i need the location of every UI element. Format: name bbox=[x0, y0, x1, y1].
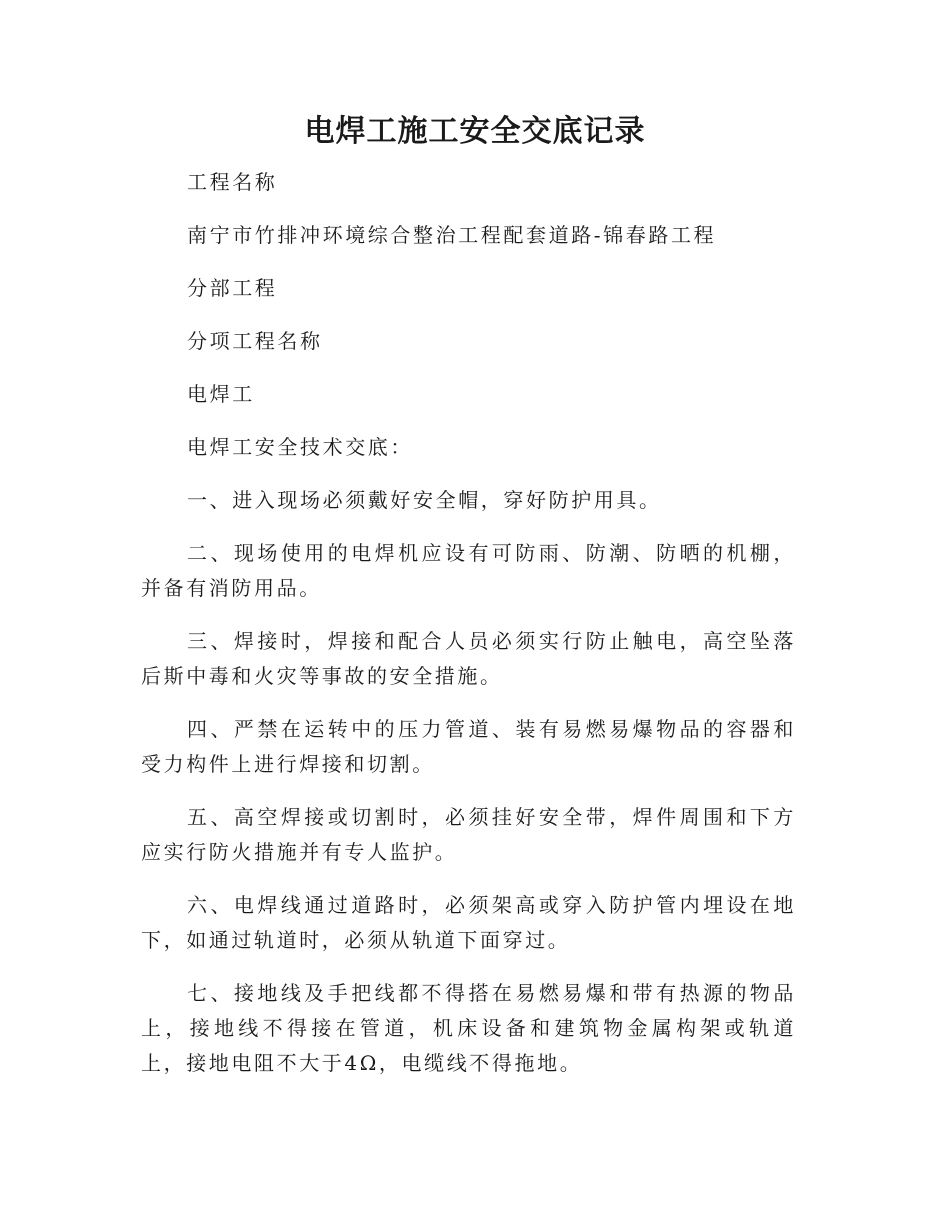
paragraph-item-name-label: 分项工程名称 bbox=[187, 329, 323, 353]
paragraph-rule-7: 七、接地线及手把线都不得搭在易燃易爆和带有热源的物品上，接地线不得接在管道，机床设备和建筑物金属构架或轨道上，接地电阻不大于4Ω，电缆线不得拖地。 bbox=[141, 981, 796, 1075]
paragraph-rule-5: 五、高空焊接或切割时，必须挂好安全带，焊件周围和下方应实行防火措施并有专人监护。 bbox=[141, 805, 796, 864]
paragraph-rule-2: 二、现场使用的电焊机应设有可防雨、防潮、防晒的机棚，并备有消防用品。 bbox=[141, 541, 796, 600]
paragraph-rule-4: 四、严禁在运转中的压力管道、装有易燃易爆物品的容器和受力构件上进行焊接和切割。 bbox=[141, 717, 796, 776]
document-body bbox=[141, 165, 796, 1099]
paragraph-safety-heading: 电焊工安全技术交底： bbox=[187, 435, 413, 459]
document-title: 电焊工施工安全交底记录 bbox=[304, 114, 646, 149]
paragraph-rule-3: 三、焊接时，焊接和配合人员必须实行防止触电，高空坠落后斯中毒和火灾等事故的安全措施。 bbox=[141, 629, 796, 688]
paragraph-sub-project-label: 分部工程 bbox=[187, 276, 278, 300]
paragraph-project-name-label: 工程名称 bbox=[187, 170, 278, 194]
paragraph-item-name-value: 电焊工 bbox=[187, 382, 255, 406]
paragraph-rule-6: 六、电焊线通过道路时，必须架高或穿入防护管内埋设在地下，如通过轨道时，必须从轨道下面穿过。 bbox=[141, 893, 796, 952]
paragraph-project-name-value: 南宁市竹排冲环境综合整治工程配套道路-锦春路工程 bbox=[187, 223, 717, 247]
paragraph-rule-1: 一、进入现场必须戴好安全帽，穿好防护用具。 bbox=[187, 488, 662, 512]
